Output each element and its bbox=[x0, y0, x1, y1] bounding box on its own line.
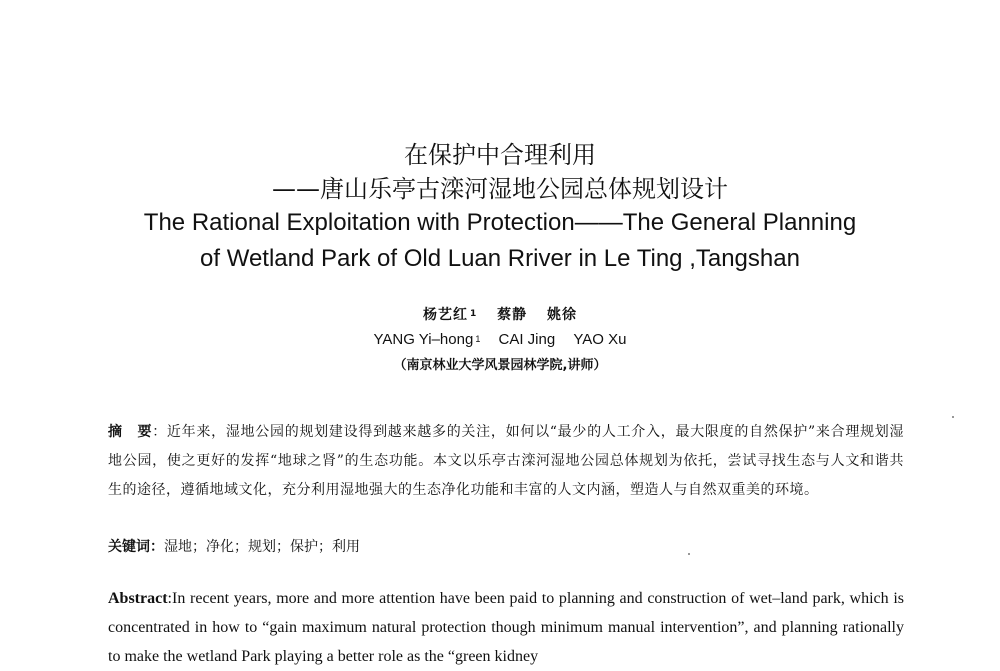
author-en-1: YANG Yi–hong $^1$ bbox=[373, 331, 481, 348]
abstract-chinese bbox=[108, 418, 904, 505]
title-english-line-2: of Wetland Park of Old Luan Rriver in Le Ting ,Tangshan bbox=[200, 245, 800, 272]
scan-speck bbox=[688, 553, 690, 555]
title-chinese-line-1: 在保护中合理利用 bbox=[404, 141, 596, 169]
author-cn-2: 蔡静 bbox=[497, 307, 528, 323]
abstract-chinese-separator: ： bbox=[152, 424, 167, 440]
scan-speck bbox=[952, 416, 954, 418]
keywords-text: 湿地；净化；规划；保护；利用 bbox=[164, 539, 360, 555]
abstract-english bbox=[108, 584, 904, 671]
author-cn-3: 姚徐 bbox=[547, 307, 577, 323]
abstract-chinese-text: 近年来，湿地公园的规划建设得到越来越多的关注，如何以“最少的人工介入，最大限度的自然保护”来合理规划湿地公园，使之更好的发挥“地球之肾”的生态功能。本文以乐亭古滦河湿地公园总体规划为依托，尝试寻找生态与人文和谐共生的途径，遵循地域文化，充分利用湿地强大的生态净化功能和丰富的人文内涵，塑造人与自然双重美的环境。 bbox=[108, 424, 905, 498]
author-cn-1-affiliation-mark: 1 bbox=[469, 309, 478, 319]
title-english-line-1: The Rational Exploitation with Protection——The General Planning bbox=[143, 209, 857, 236]
keywords-label: 关键词： bbox=[108, 539, 164, 555]
author-list-chinese bbox=[0, 305, 1000, 325]
abstract-english-text: In recent years, more and more attention have been paid to planning and construction of wet–land park, which is concentrated in how to “gain maximum natural protection though minimum manual intervention”, and planning rationally to make the wetland Park playing a better role as the “green kidney bbox=[108, 590, 904, 665]
keywords-chinese bbox=[108, 533, 904, 562]
author-en-2: CAI Jing bbox=[498, 331, 556, 348]
author-en-1-affiliation-mark: 1 bbox=[475, 334, 481, 344]
abstract-english-separator: : bbox=[167, 590, 172, 607]
title-chinese-line-2: ——唐山乐亭古滦河湿地公园总体规划设计 bbox=[272, 175, 728, 203]
author-cn-1: 杨艺红 $^1$ bbox=[422, 307, 478, 323]
abstract-chinese-label: 摘 要 bbox=[108, 424, 153, 440]
author-list-english bbox=[0, 330, 1000, 350]
author-en-3: YAO Xu bbox=[573, 331, 627, 348]
author-affiliation: （南京林业大学风景园林学院,讲师） bbox=[393, 358, 607, 373]
abstract-english-label: Abstract bbox=[108, 590, 168, 607]
